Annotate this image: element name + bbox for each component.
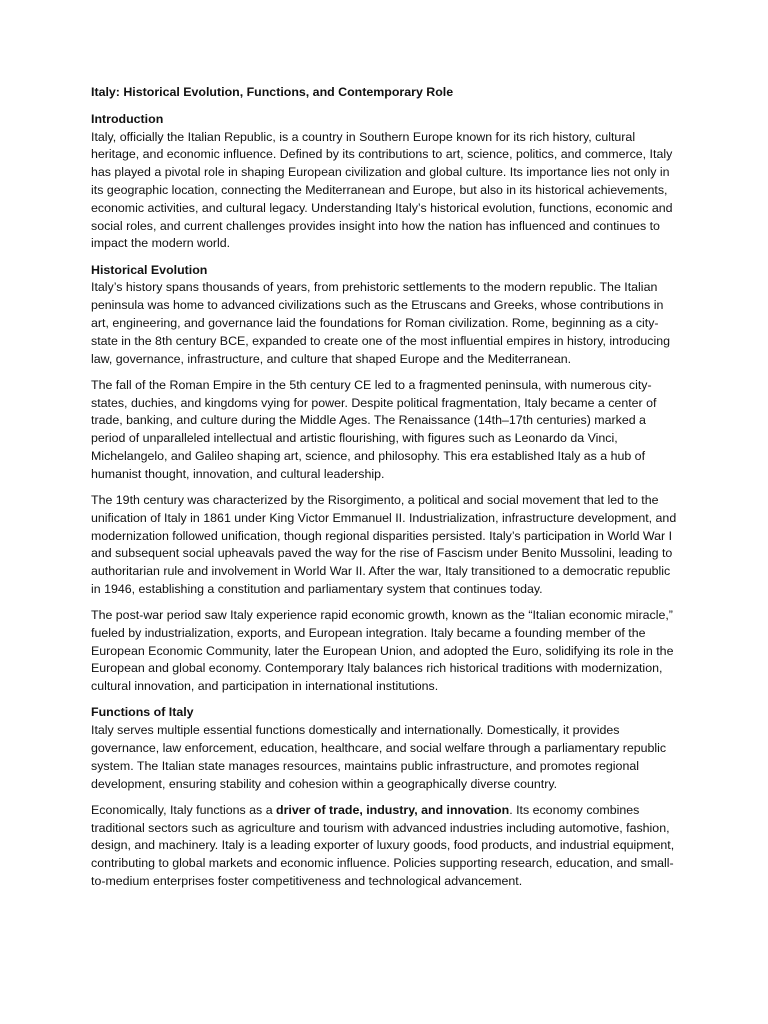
functions-heading: Functions of Italy bbox=[91, 705, 194, 720]
economic-text-bold: driver of trade, industry, and innovation bbox=[276, 802, 510, 817]
economic-text-before: Economically, Italy functions as a bbox=[91, 802, 277, 817]
document-title: Italy: Historical Evolution, Functions, and Contemporary Role bbox=[91, 85, 454, 99]
functions-paragraph-economic bbox=[91, 802, 681, 891]
historical-evolution-heading: Historical Evolution bbox=[91, 262, 208, 277]
historical-evolution-paragraph-2: The fall of the Roman Empire in the 5th century CE led to a fragmented peninsula, with numerous city-states, duchies, and kingdoms vying for power. Despite political fragmentation, Italy became a center of trade, banking, and culture during the Middle Ages. The Renaissance (14th–17th centuries) marked a period of unparalleled intellectual and artistic flourishing, with figures such as Leonardo da Vinci, Michelangelo, and Galileo shaping art, science, and philosophy. This era established Italy as a hub of humanist thought, innovation, and cultural leadership. bbox=[91, 377, 657, 481]
document-page bbox=[91, 84, 681, 899]
functions-paragraph-1: Italy serves multiple essential functions domestically and internationally. Domestically, it provides governance, law enforcement, education, healthcare, and social welfare through a parliamentary republic system. The Italian state manages resources, maintains public infrastructure, and promotes regional development, ensuring stability and cohesion within a geographically diverse country. bbox=[91, 723, 667, 791]
introduction-paragraph: Italy, officially the Italian Republic, is a country in Southern Europe known for its rich history, cultural heritage, and economic influence. Defined by its contributions to art, science, politics, and commerce, Italy has played a pivotal role in shaping European civilization and global culture. Its importance lies not only in its geographic location, connecting the Mediterranean and Europe, but also in its historical achievements, economic activities, and cultural legacy. Understanding Italy’s historical evolution, functions, economic and social roles, and current challenges provides insight into how the nation has influenced and continues to impact the modern world. bbox=[91, 129, 673, 251]
introduction-heading: Introduction bbox=[91, 111, 164, 126]
economic-text-after: . Its economy combines traditional sectors such as agriculture and tourism with advanced industries including automotive, fashion, design, and machinery. Italy is a leading exporter of luxury goods, food products, and industrial equipment, contributing to global markets and economic influence. Policies supporting research, education, and small-to-medium enterprises foster competitiveness and technological advancement. bbox=[91, 802, 675, 889]
historical-evolution-paragraph-4: The post-war period saw Italy experience rapid economic growth, known as the “Italian economic miracle,” fueled by industrialization, exports, and European integration. Italy became a founding member of the European Economic Community, later the European Union, and adopted the Euro, solidifying its role in the European and global economy. Contemporary Italy balances rich historical traditions with modernization, cultural innovation, and participation in international institutions. bbox=[91, 608, 674, 694]
historical-evolution-paragraph-1: Italy’s history spans thousands of years, from prehistoric settlements to the modern republic. The Italian peninsula was home to advanced civilizations such as the Etruscans and Greeks, whose contributions in art, engineering, and governance laid the foundations for Roman civilization. Rome, beginning as a city-state in the 8th century BCE, expanded to create one of the most influential empires in history, introducing law, governance, infrastructure, and culture that shaped Europe and the Mediterranean. bbox=[91, 280, 671, 366]
historical-evolution-paragraph-3: The 19th century was characterized by the Risorgimento, a political and social movement that led to the unification of Italy in 1861 under King Victor Emmanuel II. Industrialization, infrastructure development, and modernization followed unification, though regional disparities persisted. Italy’s participation in World War I and subsequent social upheavals paved the way for the rise of Fascism under Benito Mussolini, leading to authoritarian rule and involvement in World War II. After the war, Italy transitioned to a democratic republic in 1946, establishing a constitution and parliamentary system that continues today. bbox=[91, 492, 677, 596]
